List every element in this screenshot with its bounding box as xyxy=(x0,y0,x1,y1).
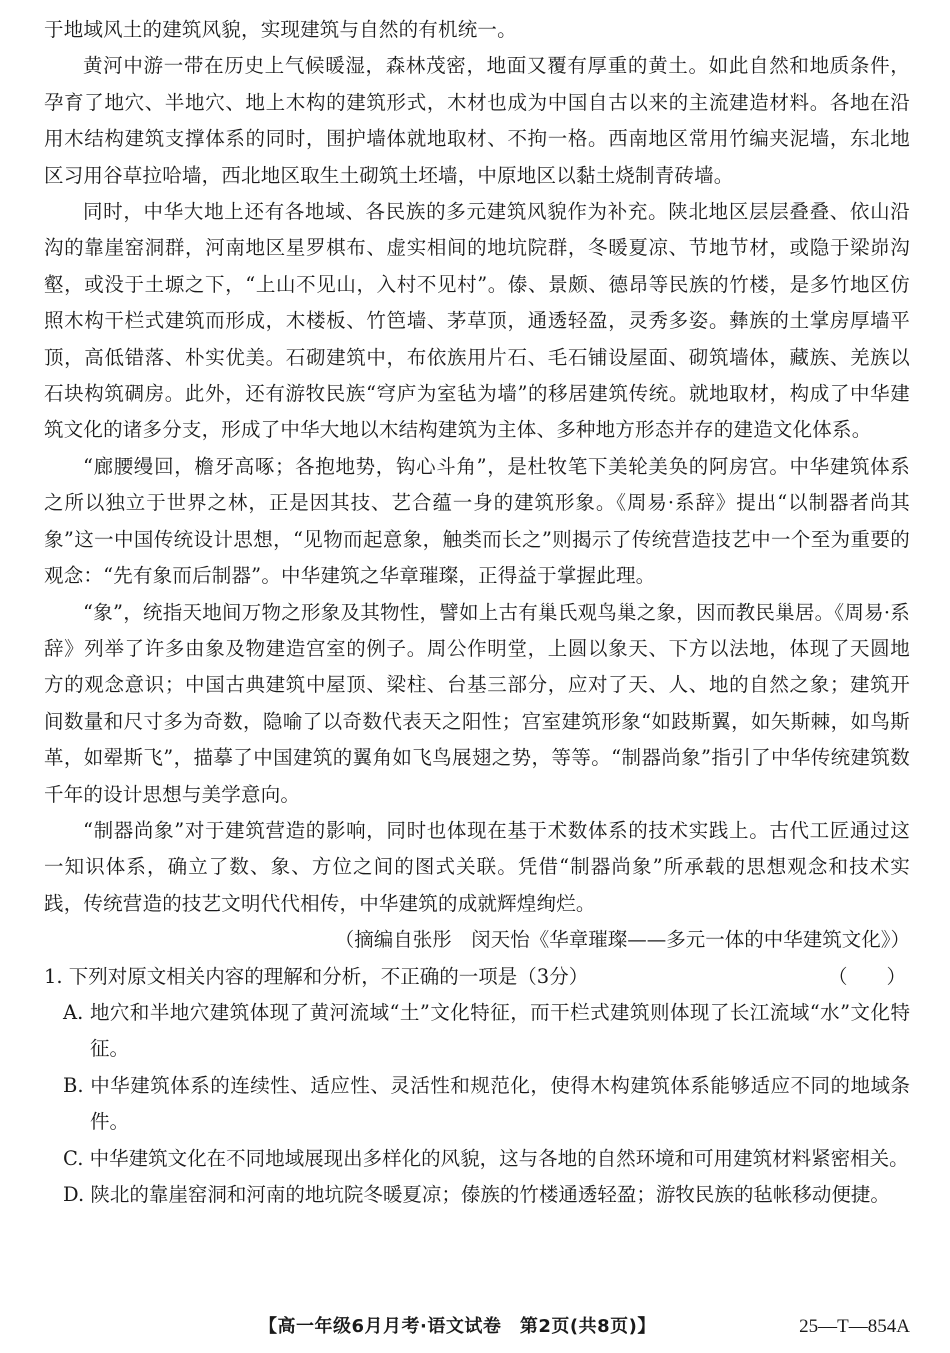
footer-page-info: 【高一年级6月月考·语文试卷 第2页(共8页)】 xyxy=(259,1316,656,1337)
option-c: C. 中华建筑文化在不同地域展现出多样化的风貌，这与各地的自然环境和可用建筑材料紧密相关。 xyxy=(63,1146,909,1170)
option-b: B. 中华建筑体系的连续性、适应性、灵活性和规范化，使得木构建筑体系能够适应不同的地域条件。 xyxy=(63,1073,910,1134)
answer-blank: （ ） xyxy=(827,964,906,988)
passage-paragraph-3: “廊腰缦回，檐牙高啄；各抱地势，钩心斗角”，是杜牧笔下美轮美奂的阿房宫。中华建筑体系之所以独立于世界之林，正是因其技、艺合蕴一身的建筑形象。《周易·系辞》提出“以制器者尚其象”这一中国传统设计思想，“见物而起意象，触类而长之”则揭示了传统营造技艺中一个至为重要的观念：“先有象而后制器”。中华建筑之华章璀璨，正得益于掌握此理。 xyxy=(44,454,910,588)
footer-paper-code: 25—T—854A xyxy=(799,1316,910,1337)
exam-page xyxy=(44,12,910,1213)
option-a: A. 地穴和半地穴建筑体现了黄河流域“土”文化特征，而干栏式建筑则体现了长江流域“水”文化特征。 xyxy=(63,1000,910,1061)
passage-paragraph-1: 黄河中游一带在历史上气候暖湿，森林茂密，地面又覆有厚重的黄土。如此自然和地质条件，孕育了地穴、半地穴、地上木构的建筑形式，木材也成为中国自古以来的主流建造材料。各地在沿用木结构建筑支撑体系的同时，围护墙体就地取材、不拘一格。西南地区常用竹编夹泥墙，东北地区习用谷草拉哈墙，西北地区取生土砌筑土坯墙，中原地区以黏土烧制青砖墙。 xyxy=(44,54,910,187)
passage-paragraph-2: 同时，中华大地上还有各地域、各民族的多元建筑风貌作为补充。陕北地区层层叠叠、依山沿沟的靠崖窑洞群，河南地区星罗棋布、虚实相间的地坑院群，冬暖夏凉、节地节材，或隐于梁峁沟壑，或没于土塬之下，“上山不见山，入村不见村”。傣、景颇、德昂等民族的竹楼，是多竹地区仿照木构干栏式建筑而形成，木楼板、竹笆墙、茅草顶，通透轻盈，灵秀多姿。彝族的土掌房厚墙平顶，高低错落、朴实优美。石砌建筑中，布依族用片石、毛石铺设屋面、砌筑墙体，藏族、羌族以石块构筑碉房。此外，还有游牧民族“穹庐为室毡为墙”的移居建筑传统。就地取材，构成了中华建筑文化的诸多分支，形成了中华大地以木结构建筑为主体、多种地方形态并存的建造文化体系。 xyxy=(44,200,910,442)
passage-paragraph-4: “象”，统指天地间万物之形象及其物性，譬如上古有巢氏观鸟巢之象，因而教民巢居。《周易·系辞》列举了许多由象及物建造宫室的例子。周公作明堂，上圆以象天、下方以法地，体现了天圆地方的观念意识；中国古典建筑中屋顶、梁柱、台基三部分，应对了天、人、地的自然之象；建筑开间数量和尺寸多为奇数，隐喻了以奇数代表天之阳性；宫室建筑形象“如跂斯翼，如矢斯棘，如鸟斯革，如翚斯飞”，描摹了中国建筑的翼角如飞鸟展翅之势，等等。“制器尚象”指引了中华传统建筑数千年的设计思想与美学意向。 xyxy=(44,600,910,806)
passage-paragraph-0: 于地域风土的建筑风貌，实现建筑与自然的有机统一。 xyxy=(44,18,517,41)
option-d: D. 陕北的靠崖窑洞和河南的地坑院冬暖夏凉；傣族的竹楼通透轻盈；游牧民族的毡帐移动便捷。 xyxy=(63,1183,890,1206)
question-1-stem xyxy=(44,959,910,995)
passage-paragraph-5: “制器尚象”对于建筑营造的影响，同时也体现在基于术数体系的技术实践上。古代工匠通过这一知识体系，确立了数、象、方位之间的图式关联。凭借“制器尚象”所承载的思想观念和技术实践，传统营造的技艺文明代代相传，中华建筑的成就辉煌绚烂。 xyxy=(44,818,910,915)
question-1-text: 1. 下列对原文相关内容的理解和分析，不正确的一项是（3分） xyxy=(44,964,589,988)
page-footer xyxy=(44,1312,910,1342)
passage-source: （摘编自张彤 闵天怡《华章璀璨——多元一体的中华建筑文化》） xyxy=(334,928,910,952)
